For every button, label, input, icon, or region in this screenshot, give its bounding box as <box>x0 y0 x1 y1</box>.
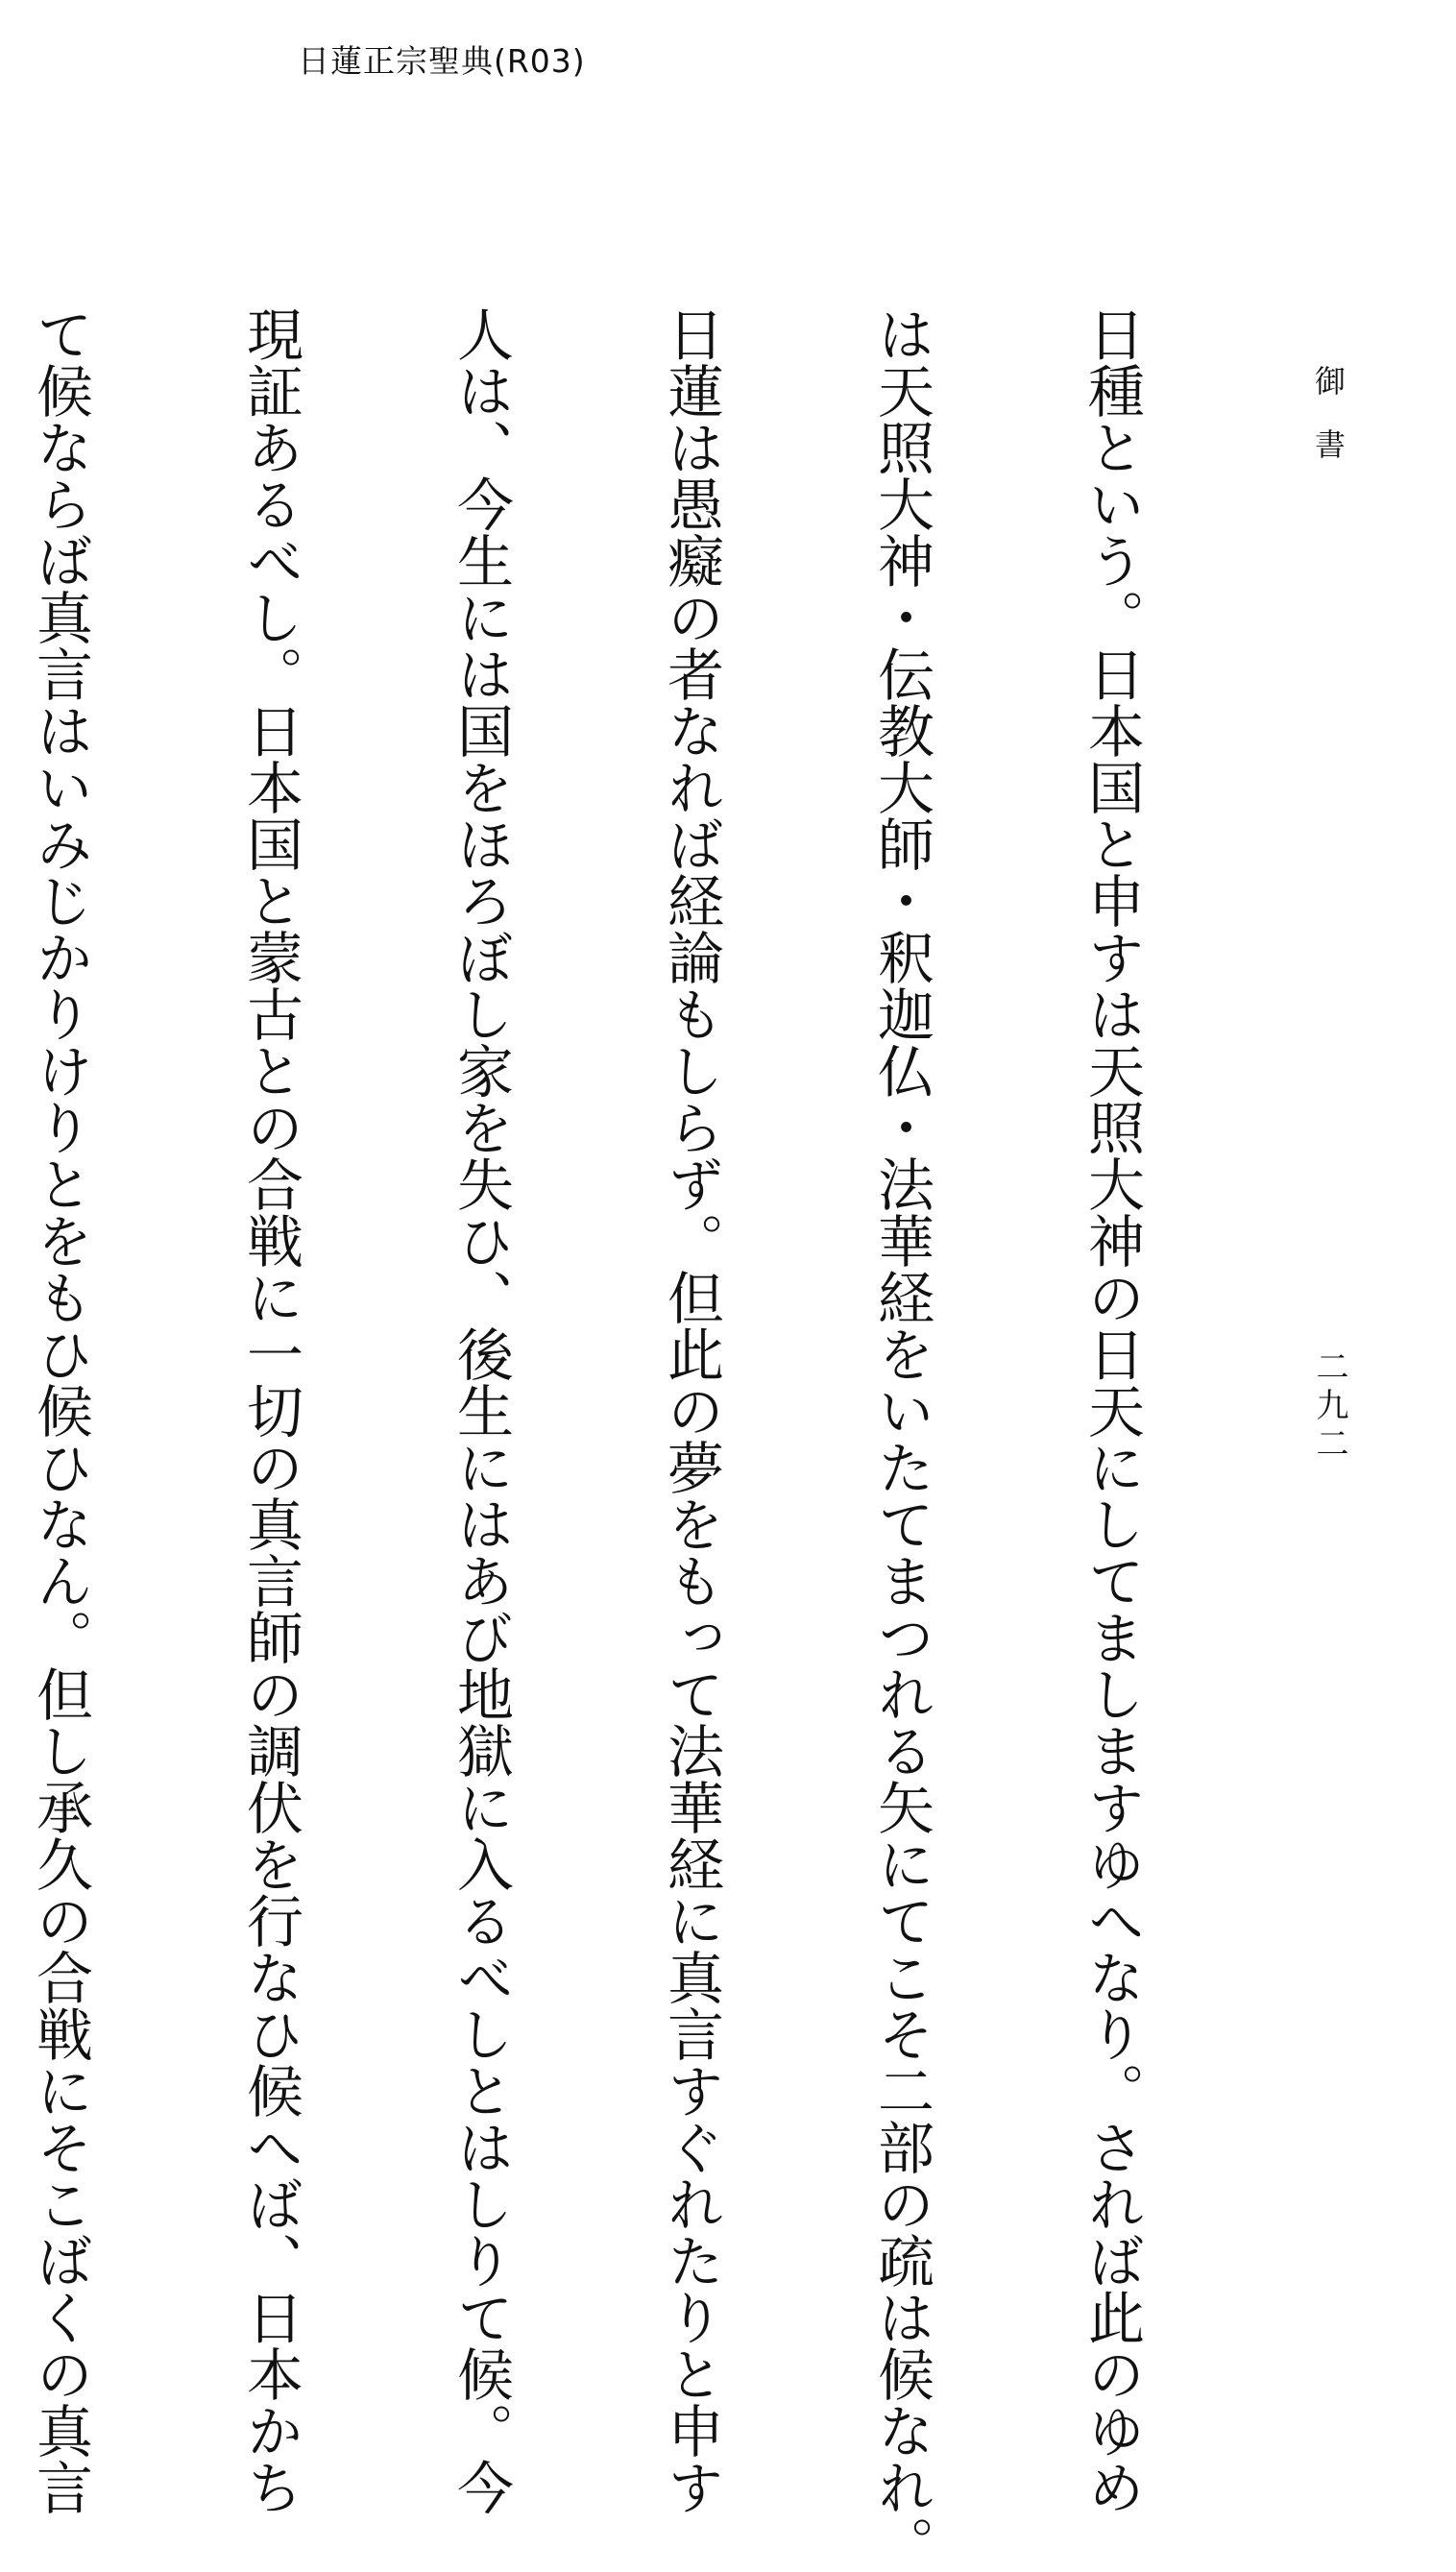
text-line: て候ならば真言はいみじかりけりとをもひ候ひなん。但し承久の合戦にそこばくの真言 <box>27 305 93 2515</box>
text-line: 人は、今生には国をほろぼし家を失ひ、後生にはあび地獄に入るべしとはしりて候。今 <box>448 305 514 2515</box>
document-header: 日蓮正宗聖典(R03) <box>298 42 586 80</box>
section-title: 御書 <box>1310 365 1347 492</box>
text-line: 現証あるべし。日本国と蒙古との合戦に一切の真言師の調伏を行なひ候へば、日本かち <box>237 305 303 2515</box>
page-number: 二九二 <box>1310 1349 1348 1465</box>
text-line: 日蓮は愚癡の者なれば経論もしらず。但此の夢をもって法華経に真言すぐれたりと申す <box>658 305 724 2515</box>
text-line: は天照大神・伝教大師・釈迦仏・法華経をいたてまつれる矢にてこそ二部の疏は候なれ。 <box>868 305 934 2572</box>
text-line: 日種という。日本国と申すは天照大神の日天にしてましますゆへなり。されば此のゆめ <box>1079 305 1145 2515</box>
body-text <box>27 305 1287 2572</box>
